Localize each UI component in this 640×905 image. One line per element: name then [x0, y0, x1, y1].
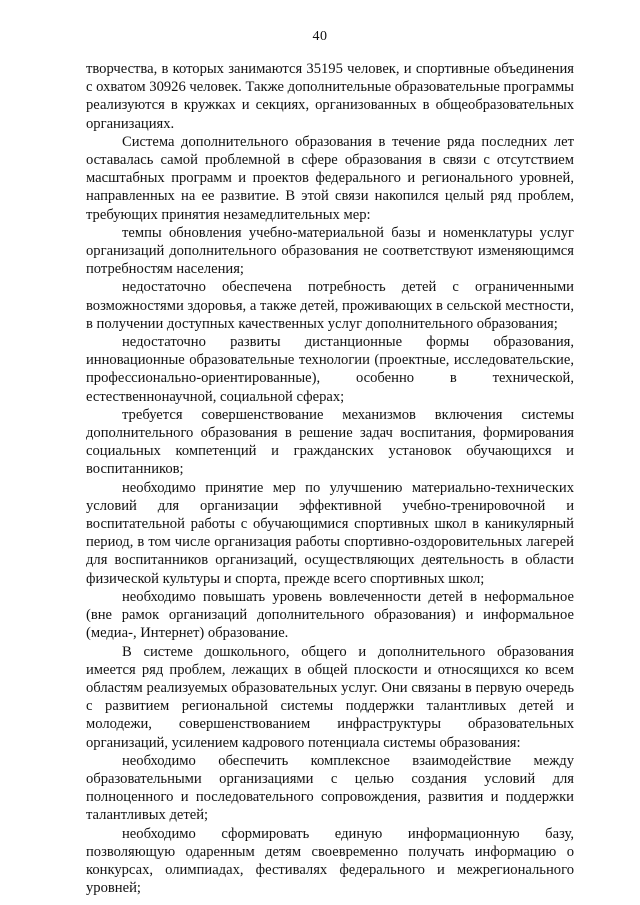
list-item: недостаточно развиты дистанционные формы образования, инновационные образовательные технологии (проектные, исследовательские, профессионально-ориентированные), особенно в технической, естественнонаучной, социальной сферах;: [86, 334, 574, 405]
list-item: необходимо повышать уровень вовлеченности детей в неформальное (вне рамок организаций дополнительного образования) и информальное (медиа-, Интернет) образование.: [86, 588, 574, 642]
paragraph: творчества, в которых занимаются 35195 человек, и спортивные объединения с охватом 30926 человек. Также дополнительные образовательные программы реализуются в кружках и секциях, организованных в общеобразовательных организациях.: [86, 61, 574, 132]
list-item: недостаточно обеспечена потребность детей с ограниченными возможностями здоровья, а также детей, проживающих в сельской местности, в получении доступных качественных услуг дополнительного образования;: [86, 279, 574, 332]
paragraph: Система дополнительного образования в течение ряда последних лет оставалась самой проблемной в сфере образования в связи с отсутствием масштабных программ и проектов федерального и регионального уровней, направленных на ее развитие. В этой связи накопился целый ряд проблем, требующих принятия незамедлительных мер:: [86, 133, 574, 223]
paragraph: В системе дошкольного, общего и дополнительного образования имеется ряд проблем, лежащих в общей плоскости и относящихся ко всем областям реализуемых образовательных услуг. Они связаны в первую очередь с развитием региональной системы поддержки талантливых детей и молодежи, совершенствованием инфраструктуры образовательных организаций, усилением кадрового потенциала системы образования:: [86, 643, 574, 751]
list-item: необходимо сформировать единую информационную базу, позволяющую одаренным детям своевременно получать информацию о конкурсах, олимпиадах, фестивалях федерального и межрегионального уровней;: [86, 825, 574, 897]
list-item: темпы обновления учебно-материальной базы и номенклатуры услуг организаций дополнительного образования не соответствуют изменяющимся потребностям населения;: [86, 224, 574, 278]
list-item: необходимо принятие мер по улучшению материально-технических условий для организации эффективной учебно-тренировочной и воспитательной работы с обучающимися спортивных школ в каникулярный период, в том числе организация работы спортивно-оздоровительных лагерей для воспитанников организаций, осуществляющих деятельность в области физической культуры и спорта, прежде всего спортивных школ;: [86, 479, 574, 587]
page-number: 40: [312, 29, 328, 44]
list-item: необходимо обеспечить комплексное взаимодействие между образовательными организациями с целью создания условий для полноценного и последовательного сопровождения, развития и поддержки талантливых детей;: [86, 752, 574, 824]
body-text: [86, 60, 574, 897]
list-item: требуется совершенствование механизмов включения системы дополнительного образования в решение задач воспитания, формирования социальных компетенций и гражданских установок обучающихся и воспитанников;: [86, 406, 574, 478]
